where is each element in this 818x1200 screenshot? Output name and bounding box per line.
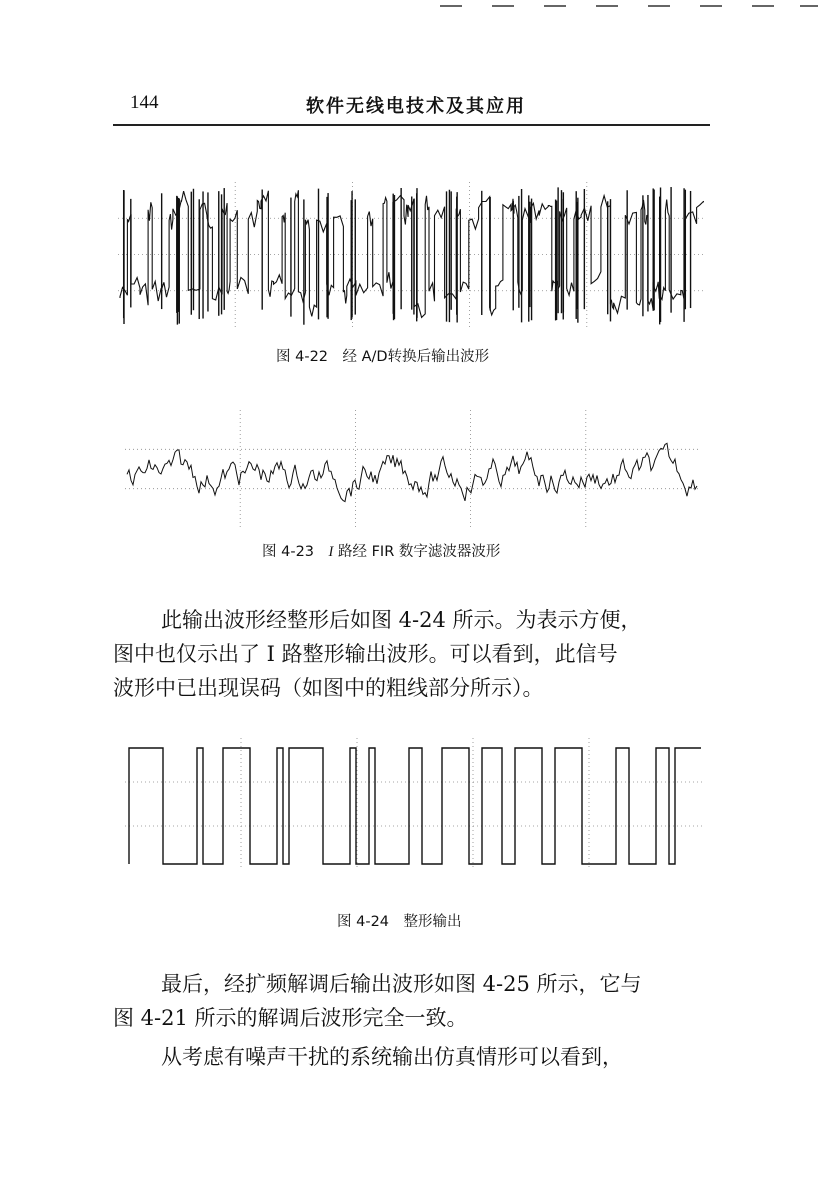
- grid-lines: [125, 410, 701, 528]
- scan-marks: [440, 0, 818, 10]
- grid-lines: [125, 738, 705, 870]
- figure-4-22-caption: 图 4-22 经 A/D转换后输出波形: [276, 349, 490, 365]
- running-title: 软件无线电技术及其应用: [306, 96, 526, 117]
- text-line: 此输出波形经整形后如图 4-24 所示。为表示方便，: [161, 608, 642, 632]
- paragraph-3: [113, 1040, 713, 1074]
- caption-rest: 路经 FIR 数字滤波器波形: [333, 544, 501, 560]
- page-number: 144: [130, 92, 159, 113]
- figure-4-23-waveform: [125, 410, 701, 528]
- figure-4-22-waveform: [118, 182, 704, 327]
- waveform-trace: [127, 443, 697, 501]
- caption-prefix: 图 4-23: [262, 544, 329, 560]
- text-line: 从考虑有噪声干扰的系统输出仿真情形可以看到，: [161, 1045, 623, 1069]
- figure-4-24-caption: 图 4-24 整形输出: [337, 914, 462, 930]
- figure-4-24-waveform: [125, 738, 705, 870]
- waveform-trace: [129, 748, 701, 864]
- text-line: 波形中已出现误码（如图中的粗线部分所示）。: [113, 676, 544, 700]
- figure-4-23-caption: [262, 540, 500, 561]
- text-line: 最后，经扩频解调后输出波形如图 4-25 所示，它与: [161, 972, 642, 996]
- caption-italic: I: [328, 544, 334, 560]
- text-line: 图 4-21 所示的解调后波形完全一致。: [113, 1006, 468, 1030]
- paragraph-2: [113, 967, 713, 1035]
- text-line: 图中也仅示出了 I 路整形输出波形。可以看到，此信号: [113, 642, 618, 666]
- header-rule: [113, 124, 710, 126]
- grid-lines: [118, 182, 704, 327]
- paragraph-1: [113, 603, 713, 705]
